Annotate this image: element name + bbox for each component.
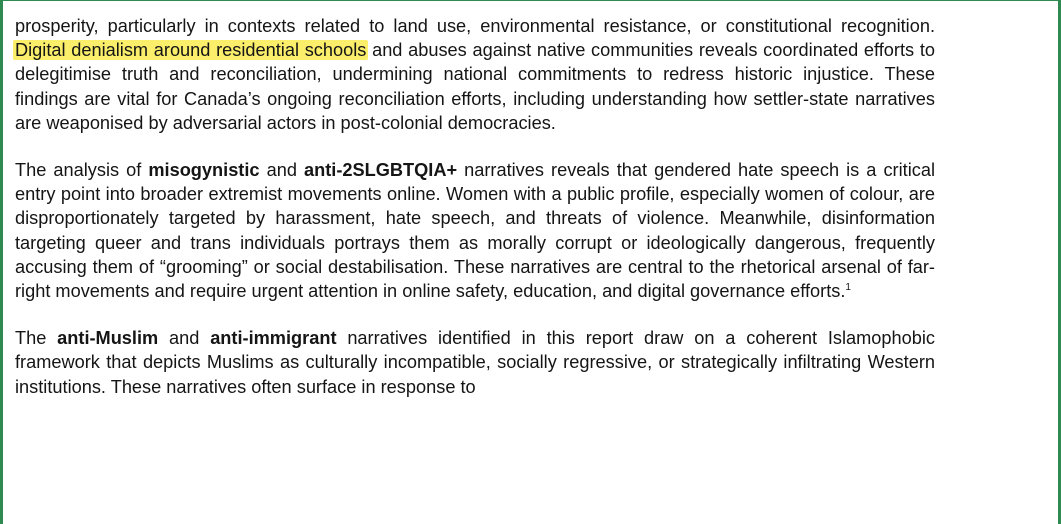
bold-term-misogynistic: misogynistic — [148, 160, 260, 181]
text-span: The — [15, 328, 58, 349]
bold-term-anti-muslim: anti-Muslim — [57, 328, 159, 349]
highlighted-phrase: Digital denialism around residential schools — [15, 40, 367, 61]
text-span: narratives reveals that gendered hate speech is a critical entry point into broader extremist movements online. Women with a public profile, especially women of colour, are disproportionately targeted by harassment, hate speech, and threats of violence. Meanwhile, disinformation targeting queer and trans individuals portrays them as morally corrupt or ideologically dangerous, frequently accusing them of “grooming” or social destabilisation. These narratives are central to the rhetorical arsenal of far-right movements and require urgent attention in online safety, education, and digital governance efforts. — [15, 160, 935, 302]
document-body — [15, 14, 935, 399]
text-span: and — [158, 328, 211, 349]
text-span: narratives identified in this report draw on a coherent Islamophobic framework that depicts Muslims as culturally incompatible, socially regressive, or strategically infiltrating Western institutions. These narratives often surface in response to — [15, 328, 935, 397]
paragraph-anti-muslim — [15, 326, 935, 399]
footnote-marker[interactable]: 1 — [845, 282, 851, 294]
bold-term-anti-immigrant: anti-immigrant — [210, 328, 337, 349]
text-span: and abuses against native communities reveals coordinated efforts to delegitimise truth and reconciliation, undermining national commitments to redress historic injustice. These findings are vital for Canada’s ongoing reconciliation efforts, including understanding how settler-state narratives are weaponised by adversarial actors in post-colonial democracies. — [15, 40, 935, 133]
text-span: and — [259, 160, 304, 181]
paragraph-gendered-hate — [15, 158, 935, 303]
bold-term-anti-2slgbtqia: anti-2SLGBTQIA+ — [303, 160, 458, 181]
paragraph-reconciliation — [15, 14, 935, 135]
text-span: prosperity, particularly in contexts related to land use, environmental resistance, or constitutional recognition. — [15, 16, 935, 36]
text-span: The analysis of — [15, 160, 149, 181]
